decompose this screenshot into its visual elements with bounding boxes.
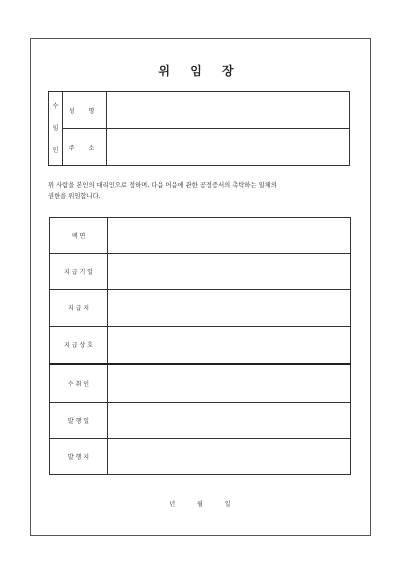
row-value-cell[interactable] (108, 218, 351, 254)
row-label: 지 급 기 일 (50, 254, 108, 290)
row-value-cell[interactable] (108, 438, 351, 474)
bill-details-table (49, 217, 351, 475)
recipient-vertical-label (49, 92, 63, 166)
vertical-char: 수 (52, 102, 59, 110)
document-title: 위 임 장 (158, 64, 242, 78)
row-label: 지 급 지 (50, 290, 108, 326)
row-label: 수 취 인 (50, 364, 108, 402)
address-label: 주 소 (63, 129, 107, 166)
row-label: 지 급 상 호 (50, 326, 108, 364)
row-value-cell[interactable] (108, 364, 351, 402)
row-value-cell[interactable] (108, 254, 351, 290)
address-value-cell[interactable] (107, 129, 350, 166)
vertical-char: 인 (52, 146, 59, 154)
row-label: 발 행 지 (50, 438, 108, 474)
date-line: 년 월 일 (169, 501, 231, 508)
name-label: 성 명 (63, 92, 107, 129)
row-value-cell[interactable] (108, 290, 351, 326)
row-value-cell[interactable] (108, 402, 351, 438)
row-label: 액 면 (50, 218, 108, 254)
row-value-cell[interactable] (108, 326, 351, 364)
row-label: 발 행 일 (50, 402, 108, 438)
intro-paragraph: 위 사람을 본인의 대리인으로 정하며, 다음 어음에 관한 공정증서의 촉탁하는 일체의 권한을 위임합니다. (48, 182, 277, 200)
name-value-cell[interactable] (107, 92, 350, 129)
recipient-table (48, 91, 350, 166)
vertical-char: 임 (52, 124, 59, 132)
